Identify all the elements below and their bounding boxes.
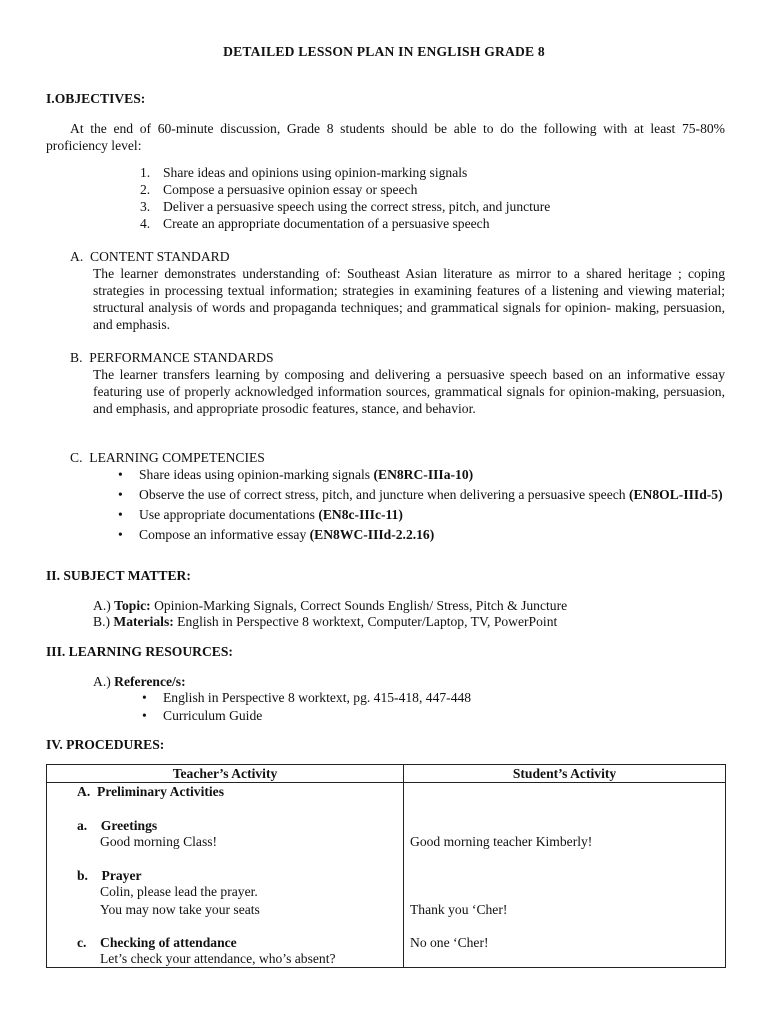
references-line: A.) Reference/s: (93, 674, 186, 689)
reference-item: • Curriculum Guide (142, 708, 263, 723)
materials-line: B.) Materials: English in Perspective 8 worktext, Computer/Laptop, TV, PowerPoint (93, 614, 558, 629)
procedures-table (46, 764, 726, 968)
column-header-teacher: Teacher’s Activity (47, 765, 404, 783)
objective-item: 1. Share ideas and opinions using opinion-marking signals (140, 165, 468, 180)
column-header-student: Student’s Activity (404, 765, 726, 783)
prayer-teacher-text: Colin, please lead the prayer. (100, 884, 258, 899)
competency-item: • Use appropriate documentations (EN8c-IIIc-11) (118, 507, 403, 522)
bullet-icon: • (118, 467, 123, 482)
objective-item: 2. Compose a persuasive opinion essay or speech (140, 182, 418, 197)
greetings-teacher-text: Good morning Class! (100, 834, 218, 849)
teacher-activity-cell (47, 783, 404, 968)
learning-resources-heading: III. LEARNING RESOURCES: (46, 644, 233, 659)
attendance-label: c. Checking of attendance (77, 935, 237, 950)
bullet-icon: • (142, 708, 147, 723)
competency-item: • Share ideas using opinion-marking signals (EN8RC-IIIa-10) (118, 467, 474, 482)
references-list (140, 689, 725, 724)
competency-item: • Compose an informative essay (EN8WC-IIId-2.2.16) (118, 527, 435, 542)
greetings-student-text: Good morning teacher Kimberly! (410, 834, 593, 849)
objectives-list (140, 164, 725, 232)
procedures-heading: IV. PROCEDURES: (46, 737, 165, 752)
objectives-heading: I.OBJECTIVES: (46, 91, 146, 106)
greetings-label: a. Greetings (77, 818, 158, 833)
prayer-teacher-text: You may now take your seats (100, 902, 260, 917)
content-standard-heading: A. CONTENT STANDARD (70, 249, 230, 264)
attendance-student-text: No one ‘Cher! (410, 935, 489, 950)
learning-competencies-heading: C. LEARNING COMPETENCIES (70, 450, 265, 465)
subject-matter-heading: II. SUBJECT MATTER: (46, 568, 191, 583)
objectives-intro: At the end of 60-minute discussion, Grade 8 students should be able to do the following with at least 75-80% proficiency level: (46, 121, 725, 153)
student-activity-cell (404, 783, 726, 968)
competency-item: • Observe the use of correct stress, pitch, and juncture when delivering a persuasive speech (EN8OL-IIId-5) (118, 487, 723, 502)
table-header-row (47, 765, 726, 783)
objective-item: 3. Deliver a persuasive speech using the correct stress, pitch, and juncture (140, 199, 551, 214)
bullet-icon: • (142, 690, 147, 705)
table-row (47, 783, 726, 968)
competencies-list (116, 466, 725, 543)
bullet-icon: • (118, 507, 123, 522)
prayer-student-text: Thank you ‘Cher! (410, 902, 508, 917)
bullet-icon: • (118, 527, 123, 542)
attendance-teacher-text: Let’s check your attendance, who’s absent? (100, 951, 336, 966)
prayer-label: b. Prayer (77, 868, 142, 883)
reference-item: • English in Perspective 8 worktext, pg. 415-418, 447-448 (142, 690, 472, 705)
content-standard-text: The learner demonstrates understanding of: Southeast Asian literature as mirror to a shared heritage ; coping strategies in processing textual information; strategies in examining features of a listening and viewing material; structural analysis of words and propaganda techniques; and grammatical signals for opinion- making, persuasion, and emphasis. (93, 266, 725, 332)
topic-line: A.) Topic: Opinion-Marking Signals, Correct Sounds English/ Stress, Pitch & Juncture (93, 598, 568, 613)
objective-item: 4. Create an appropriate documentation of a persuasive speech (140, 216, 490, 231)
bullet-icon: • (118, 487, 123, 502)
preliminary-activities-label: A. Preliminary Activities (77, 784, 224, 799)
performance-standards-text: The learner transfers learning by composing and delivering a persuasive speech based on an informative essay featuring use of properly acknowledged information sources, grammatical signals for opinion-making, persuasion, and emphasis, and appropriate prosodic features, stance, and behavior. (93, 367, 725, 416)
page-title: DETAILED LESSON PLAN IN ENGLISH GRADE 8 (223, 44, 545, 59)
performance-standards-heading: B. PERFORMANCE STANDARDS (70, 350, 274, 365)
